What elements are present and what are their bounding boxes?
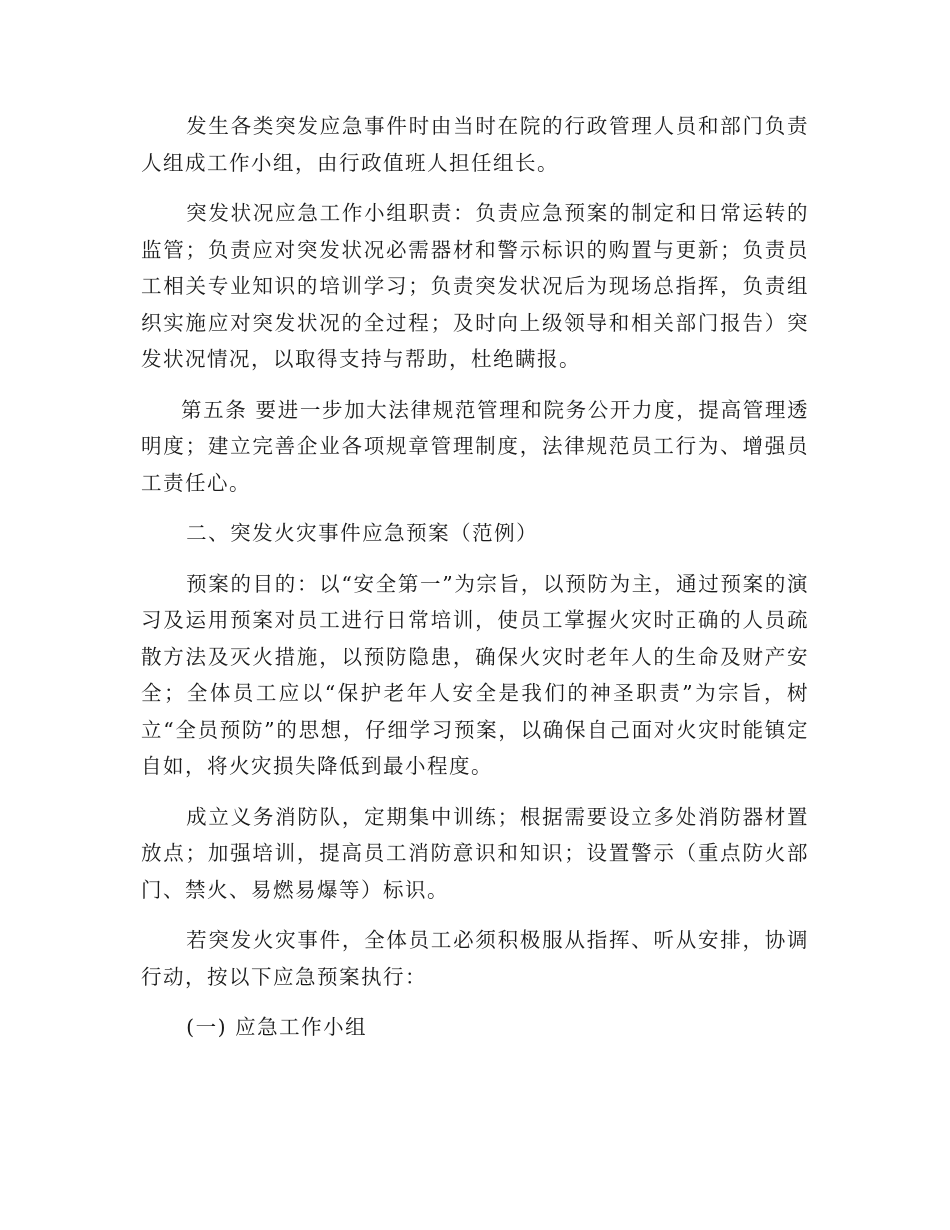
paragraph-emergency-execution: 若突发火灾事件，全体员工必须积极服从指挥、听从安排，协调行动，按以下应急预案执行： <box>141 928 809 989</box>
section-heading-fire-plan: 二、突发火灾事件应急预案（范例） <box>186 521 539 545</box>
document-body <box>141 108 809 1060</box>
paragraph-article-five: 第五条 要进一步加大法律规范管理和院务公开力度，提高管理透明度；建立完善企业各项规章管理制度，法律规范员工行为、增强员工责任心。 <box>141 397 809 495</box>
paragraph-group-duties: 突发状况应急工作小组职责：负责应急预案的制定和日常运转的监管；负责应对突发状况必需器材和警示标识的购置与更新；负责员工相关专业知识的培训学习；负责突发状况后为现场总指挥，负责组织实施应对突发状况的全过程；及时向上级领导和相关部门报告）突发状况情况，以取得支持与帮助，杜绝瞒报。 <box>141 201 809 371</box>
paragraph-plan-purpose: 预案的目的：以“安全第一”为宗旨，以预防为主，通过预案的演习及运用预案对员工进行日常培训，使员工掌握火灾时正确的人员疏散方法及灭火措施，以预防隐患，确保火灾时老年人的生命及财产安全；全体员工应以“保护老年人安全是我们的神圣职责”为宗旨，树立“全员预防”的思想，仔细学习预案，以确保自己面对火灾时能镇定自如，将火灾损失降低到最小程度。 <box>141 571 809 778</box>
paragraph-work-group: 发生各类突发应急事件时由当时在院的行政管理人员和部门负责人组成工作小组，由行政值班人担任组长。 <box>141 114 809 175</box>
paragraph-fire-brigade: 成立义务消防队，定期集中训练；根据需要设立多处消防器材置放点；加强培训，提高员工消防意识和知识；设置警示（重点防火部门、禁火、易燃易爆等）标识。 <box>141 804 809 902</box>
subheading-emergency-group: (一) 应急工作小组 <box>186 1015 368 1039</box>
